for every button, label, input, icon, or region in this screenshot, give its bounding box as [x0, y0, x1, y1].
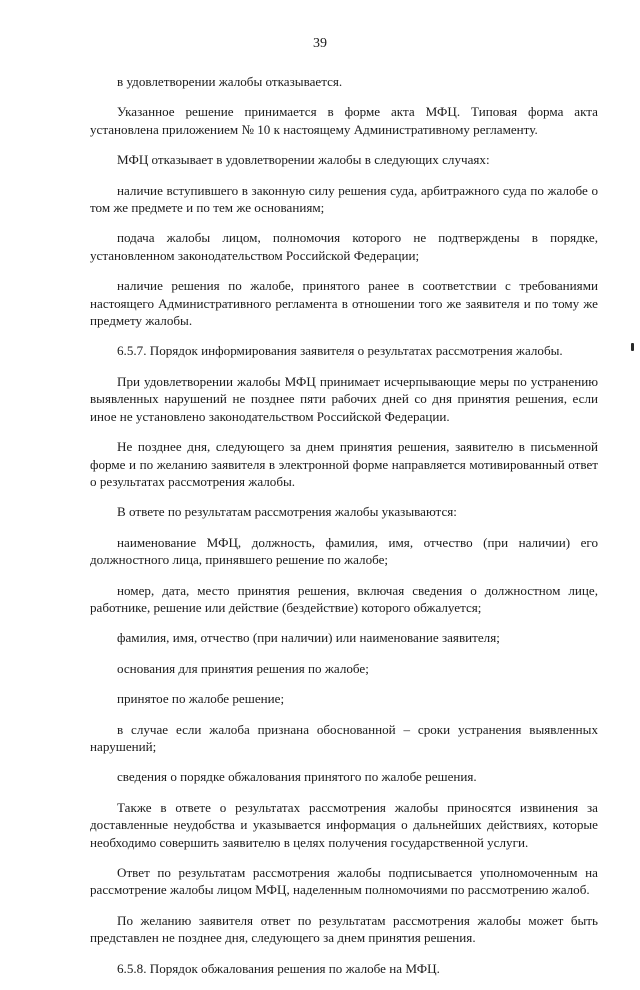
page-number: 39 [313, 36, 327, 51]
paragraph-12: номер, дата, место принятия решения, включая сведения о должностном лице, работнике, решение или действие (бездействие) которого обжалуется; [90, 582, 598, 615]
document-body [90, 73, 598, 990]
paragraph-16: в случае если жалоба признана обоснованной – сроки устранения выявленных нарушений; [90, 721, 598, 754]
paragraph-1: в удовлетворении жалобы отказывается. [117, 74, 343, 89]
paragraph-2: Указанное решение принимается в форме акта МФЦ. Типовая форма акта установлена приложением № 10 к настоящему Административному регламенту. [90, 104, 598, 137]
section-heading-6-5-7: 6.5.7. Порядок информирования заявителя о результатах рассмотрения жалобы. [117, 343, 563, 359]
paragraph-17: сведения о порядке обжалования принятого по жалобе решения. [117, 769, 477, 785]
paragraph-13: фамилия, имя, отчество (при наличии) или наименование заявителя; [117, 630, 500, 646]
paragraph-9: Не позднее дня, следующего за днем принятия решения, заявителю в письменной форме и по желанию заявителя в электронной форме направляется мотивированный ответ о результатах рассмотрения жалобы. [90, 439, 598, 489]
paragraph-11: наименование МФЦ, должность, фамилия, имя, отчество (при наличии) его должностного лица, принявшего решение по жалобе; [90, 534, 598, 568]
paragraph-5: подача жалобы лицом, полномочия которого не подтверждены в порядке, установленном законодательством Российской Федерации; [90, 230, 598, 263]
paragraph-20: По желанию заявителя ответ по результатам рассмотрения жалобы может быть представлен не позднее дня, следующего за днем принятия решения. [90, 912, 598, 946]
section-heading-6-5-8: 6.5.8. Порядок обжалования решения по жалобе на МФЦ. [117, 960, 440, 976]
paragraph-19: Ответ по результатам рассмотрения жалобы подписывается уполномоченным на рассмотрение жалобы лицом МФЦ, наделенным полномочиями по рассмотрению жалоб. [90, 865, 598, 898]
paragraph-15: принятое по жалобе решение; [117, 691, 285, 707]
paragraph-4: наличие вступившего в законную силу решения суда, арбитражного суда по жалобе о том же предмете и по тем же основаниям; [90, 182, 598, 216]
paragraph-3: МФЦ отказывает в удовлетворении жалобы в следующих случаях: [117, 152, 490, 168]
paragraph-10: В ответе по результатам рассмотрения жалобы указываются: [117, 504, 457, 520]
paragraph-14: основания для принятия решения по жалобе; [117, 660, 369, 676]
paragraph-8: При удовлетворении жалобы МФЦ принимает исчерпывающие меры по устранению выявленных нарушений не позднее пяти рабочих дней со дня принятия решения, если иное не установлено законодательством Российской Федерации. [90, 373, 598, 424]
paragraph-6: наличие решения по жалобе, принятого ранее в соответствии с требованиями настоящего Административного регламента в отношении того же заявителя и по тому же предмету жалобы. [90, 278, 598, 329]
scan-mark [631, 343, 634, 351]
paragraph-18: Также в ответе о результатах рассмотрения жалобы приносятся извинения за доставленные неудобства и указывается информация о дальнейших действиях, которые необходимо совершить заявителю в целях получения государственной услуги. [90, 799, 598, 850]
